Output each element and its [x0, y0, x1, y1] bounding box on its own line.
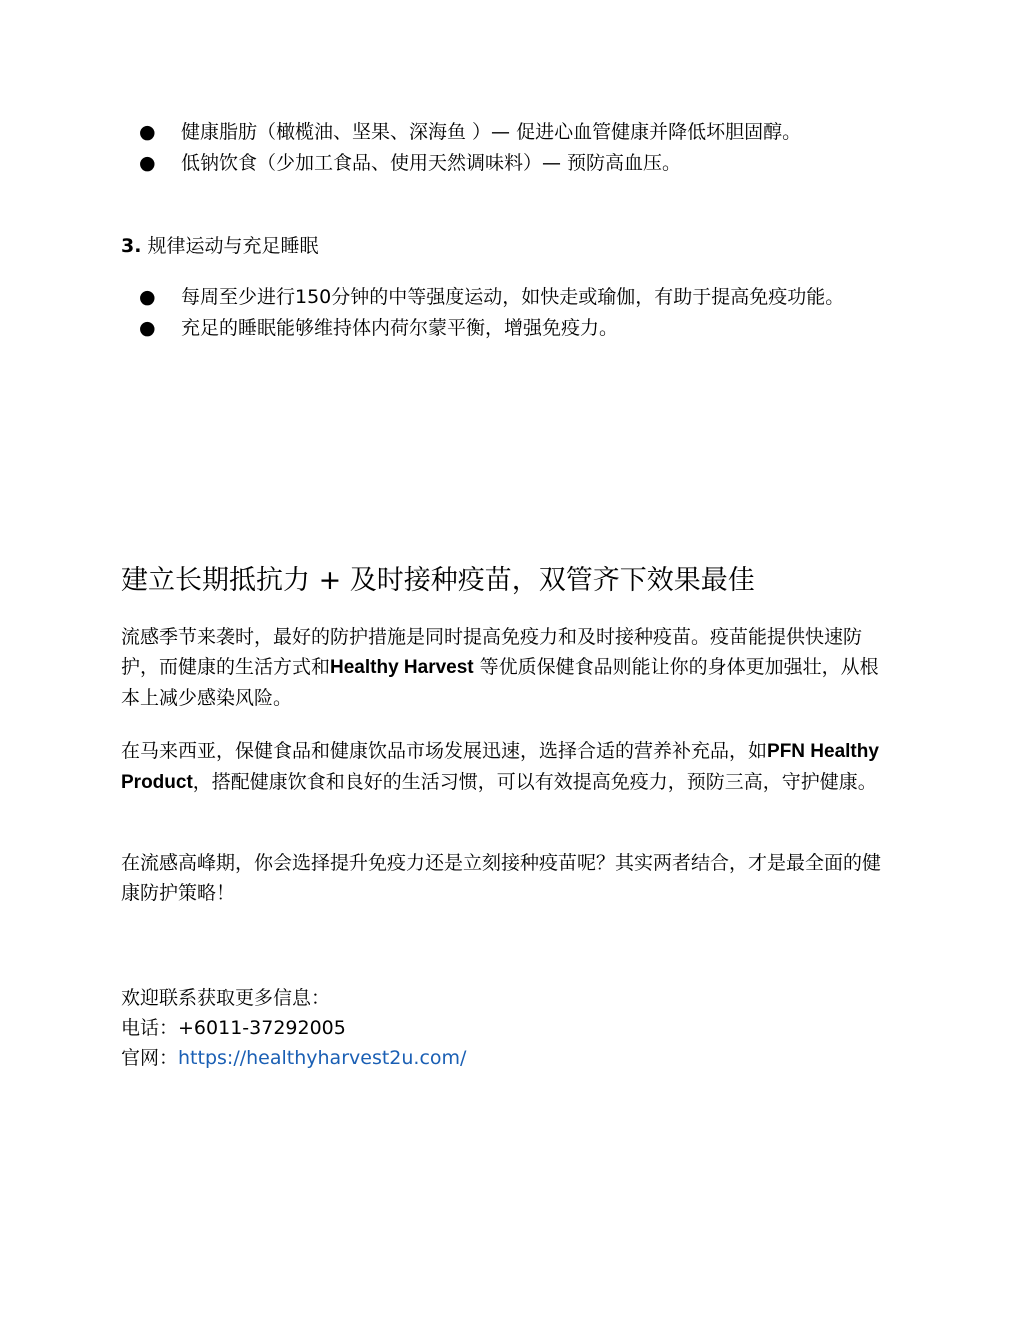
brand-name: Healthy Harvest	[330, 657, 474, 678]
paragraph-malaysia-market	[121, 736, 896, 798]
paragraph-text: 等优质保健食品则能让你的身体更加强壮，从根本上减少感染风险。	[121, 656, 879, 709]
section-number: 3.	[121, 235, 142, 257]
paragraph-text: 流感季节来袭时，最好的防护措施是同时提高免疫力和及时接种疫苗。疫苗能提供快速防护，而健康的生活方式和	[121, 626, 863, 678]
bullet-list-top	[0, 118, 1024, 180]
contact-intro: 欢迎联系获取更多信息：	[121, 987, 331, 1009]
list-item	[0, 149, 1024, 178]
bullet-text: 低钠饮食（少加工食品、使用天然调味料）— 预防高血压。	[181, 152, 682, 174]
phone-number: +6011-37292005	[178, 1017, 346, 1039]
bullet-text: 每周至少进行150分钟的中等强度运动，如快走或瑜伽，有助于提高免疫功能。	[181, 286, 845, 308]
bullet-icon: ●	[139, 121, 156, 143]
phone-label: 电话：	[121, 1017, 179, 1039]
website-label: 官网：	[121, 1047, 179, 1069]
bullet-icon: ●	[139, 152, 156, 174]
main-section-title: 建立长期抵抗力 + 及时接种疫苗，双管齐下效果最佳	[121, 565, 755, 596]
website-link[interactable]: https://healthyharvest2u.com/	[178, 1047, 467, 1069]
section-3-heading	[121, 232, 319, 261]
bullet-text: 健康脂肪（橄榄油、坚果、深海鱼 ）— 促进心血管健康并降低坏胆固醇。	[181, 121, 802, 143]
paragraph-text: ，搭配健康饮食和良好的生活习惯，可以有效提高免疫力，预防三高，守护健康。	[192, 771, 877, 793]
contact-website	[121, 1043, 466, 1073]
bullet-icon: ●	[139, 317, 156, 339]
list-item	[0, 118, 1024, 147]
section-title-text: 规律运动与充足睡眠	[147, 235, 319, 257]
paragraph-conclusion: 在流感高峰期，你会选择提升免疫力还是立刻接种疫苗呢？其实两者结合，才是最全面的健康防护策略！	[121, 852, 882, 904]
contact-phone	[121, 1013, 346, 1043]
bullet-text: 充足的睡眠能够维持体内荷尔蒙平衡，增强免疫力。	[181, 317, 619, 339]
bullet-list-section-3	[0, 283, 1024, 345]
paragraph-vaccine-immunity	[121, 622, 896, 713]
list-item	[0, 314, 1024, 343]
product-name: PFN Healthy Product	[121, 741, 879, 793]
paragraph-text: 在马来西亚，保健食品和健康饮品市场发展迅速，选择合适的营养补充品，如	[121, 740, 768, 762]
list-item	[0, 283, 1024, 312]
bullet-icon: ●	[139, 286, 156, 308]
